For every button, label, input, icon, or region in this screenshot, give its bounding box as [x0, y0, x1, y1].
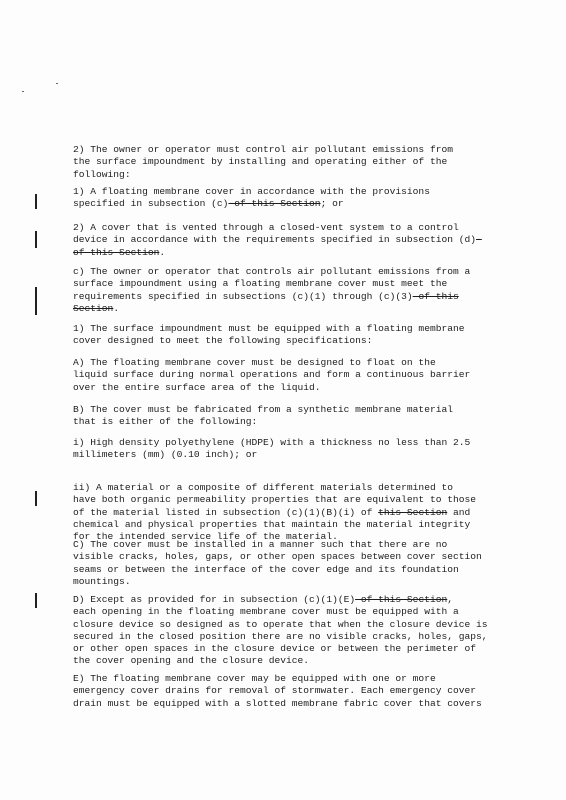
text-line — [73, 247, 513, 259]
text-line — [73, 382, 513, 394]
text-segment: ; or — [320, 198, 344, 210]
text-line — [73, 551, 513, 563]
text-segment: emergency cover drains for removal of stormwater. Each emergency cover — [73, 685, 477, 697]
change-bar — [35, 593, 37, 608]
text-segment: . — [159, 246, 166, 258]
text-line — [73, 291, 513, 303]
text-segment: 1) The surface impoundment must be equipped with a floating membrane — [73, 323, 465, 334]
text-segment: the surface impoundment by installing and operating either of the — [73, 156, 448, 168]
text-line — [73, 266, 513, 278]
struck-text: -of this Section — [228, 198, 321, 210]
text-line — [73, 198, 513, 210]
text-segment: liquid surface during normal operations and form a continuous barrier — [73, 369, 471, 381]
text-segment: the cover opening and the closure device. — [73, 655, 310, 667]
text-segment: i) High density polyethylene (HDPE) with a thickness no less than 2.5 — [73, 437, 471, 448]
text-segment: secured in the closed position there are no visible cracks, holes, gaps, — [73, 630, 488, 642]
text-segment: surface impoundment using a floating membrane cover must meet the — [73, 278, 448, 290]
text-line — [73, 576, 513, 588]
text-line — [73, 685, 513, 697]
paragraph — [73, 186, 513, 211]
text-line — [73, 357, 513, 369]
paragraph — [73, 357, 513, 394]
text-segment: have both organic permeability properties that are equivalent to those — [73, 494, 477, 506]
text-line — [73, 606, 513, 618]
text-segment: D) Except as provided for in subsection (c)(1)(E) — [73, 594, 356, 605]
paragraph — [73, 266, 513, 315]
text-line — [73, 539, 513, 551]
text-segment: , — [447, 594, 453, 605]
text-line — [73, 655, 513, 667]
text-line — [73, 673, 513, 685]
text-segment: mountings. — [73, 575, 131, 587]
change-bar — [35, 231, 37, 248]
text-segment: each opening in the floating membrane cover must be equipped with a — [73, 606, 459, 618]
text-segment: requirements specified in subsections (c)(1) through (c)(3) — [73, 290, 413, 302]
text-segment: chemical and physical properties that maintain the material integrity — [73, 518, 471, 530]
paragraph — [73, 323, 513, 348]
text-line — [73, 482, 513, 494]
text-segment: for the intended service life of the material. — [73, 531, 338, 543]
text-segment: 2) The owner or operator must control air pollutant emissions from — [73, 144, 453, 155]
text-segment: C) The cover must be installed in a manner such that there are no — [73, 539, 448, 550]
change-bar — [35, 194, 37, 209]
struck-text: - — [476, 234, 482, 246]
text-segment: millimeters (mm) (0.10 inch); or — [73, 449, 258, 461]
text-segment: and — [447, 506, 471, 518]
text-segment: drain must be equipped with a slotted membrane fabric cover that covers — [73, 697, 482, 709]
text-segment: specified in subsection (c) — [73, 198, 229, 210]
text-segment: or other open spaces in the closure device or between the perimeter of — [73, 643, 477, 655]
text-line — [73, 631, 513, 643]
text-line — [73, 186, 513, 198]
struck-text: this Section — [378, 506, 448, 518]
text-segment: visible cracks, holes, gaps, or other open spaces between cover section — [73, 551, 482, 563]
text-segment: E) The floating membrane cover may be equipped with one or more — [73, 673, 436, 684]
paragraph — [73, 437, 513, 462]
text-segment: closure device so designed as to operate that when the closure device is — [73, 618, 488, 630]
text-segment: cover designed to meet the following specifications: — [73, 335, 373, 347]
text-line — [73, 303, 513, 315]
text-line — [73, 494, 513, 506]
text-segment: following: — [73, 168, 131, 180]
paragraph — [73, 539, 513, 588]
text-line — [73, 404, 513, 416]
paragraph — [73, 222, 513, 259]
text-line — [73, 449, 513, 461]
text-line — [73, 519, 513, 531]
text-line — [73, 169, 513, 181]
text-segment: 1) A floating membrane cover in accordance with the provisions — [73, 186, 430, 197]
text-segment: device in accordance with the requirements specified in subsection (d) — [73, 234, 477, 246]
text-line — [73, 323, 513, 335]
text-segment: seams or between the interface of the cover edge and its foundation — [73, 563, 459, 575]
paragraph — [73, 404, 513, 429]
text-line — [73, 144, 513, 156]
text-segment: of the material listed in subsection (c)(1)(B)(i) of — [73, 506, 379, 518]
paragraph — [73, 482, 513, 543]
text-segment: ii) A material or a composite of different materials determined to — [73, 482, 453, 493]
text-segment: 2) A cover that is vented through a closed-vent system to a control — [73, 222, 459, 233]
text-segment: over the entire surface area of the liquid. — [73, 381, 321, 393]
scan-speck — [56, 83, 58, 84]
text-segment: A) The floating membrane cover must be designed to float on the — [73, 357, 436, 368]
text-line — [73, 507, 513, 519]
text-line — [73, 369, 513, 381]
text-line — [73, 156, 513, 168]
struck-text: of this Section — [355, 594, 448, 605]
text-segment: that is either of the following: — [73, 416, 258, 428]
scan-speck — [22, 91, 24, 92]
text-line — [73, 416, 513, 428]
text-line — [73, 594, 513, 606]
text-line — [73, 234, 513, 246]
struck-text: of this — [412, 290, 459, 302]
change-bar — [35, 287, 37, 315]
paragraph — [73, 673, 513, 710]
text-line — [73, 643, 513, 655]
text-segment: c) The owner or operator that controls air pollutant emissions from a — [73, 266, 471, 277]
text-segment: . — [113, 302, 120, 314]
text-line — [73, 564, 513, 576]
text-line — [73, 619, 513, 631]
text-line — [73, 278, 513, 290]
struck-text: Section — [73, 302, 114, 314]
text-segment: B) The cover must be fabricated from a synthetic membrane material — [73, 404, 453, 415]
paragraph — [73, 594, 513, 668]
paragraph — [73, 144, 513, 181]
text-line — [73, 437, 513, 449]
text-line — [73, 222, 513, 234]
text-line — [73, 698, 513, 710]
change-bar — [35, 491, 37, 506]
struck-text: of this Section — [73, 246, 160, 258]
text-line — [73, 335, 513, 347]
